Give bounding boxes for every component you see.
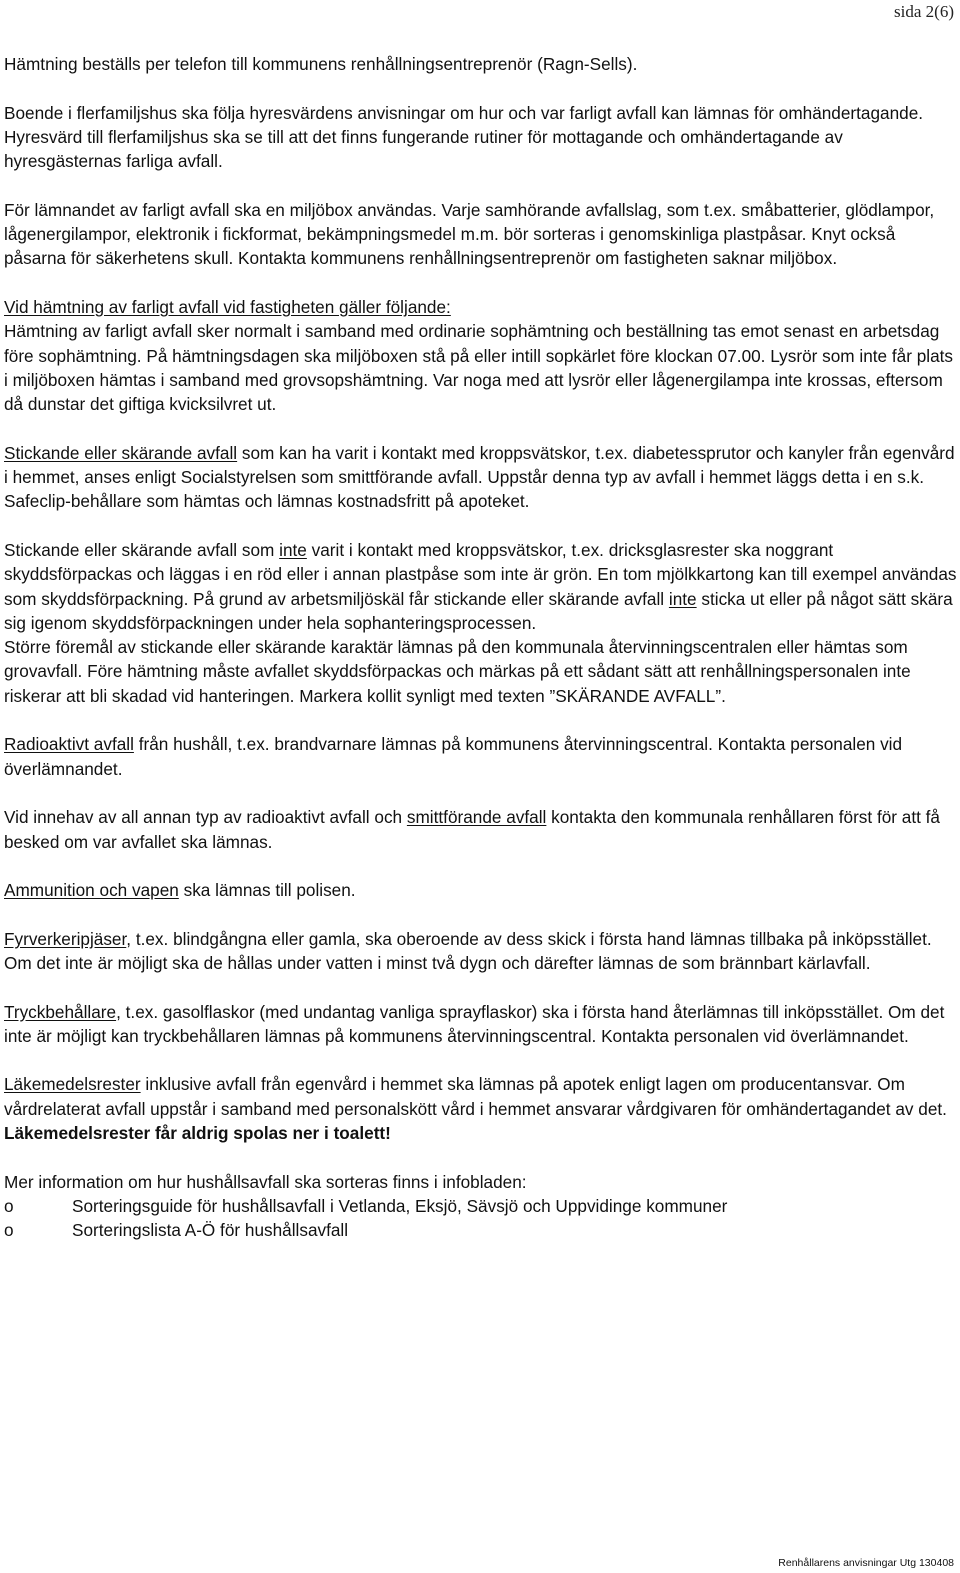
text-pressure-containers: , t.ex. gasolflaskor (med undantag vanliga sprayflaskor) ska i första hand återlämnas till inköpsstället. Om det inte är möjligt kan tryckbehållaren lämnas på kommunens återvinningscentral. Kontakta personalen vid överlämnandet. bbox=[4, 1001, 945, 1046]
paragraph-pressure-containers bbox=[4, 1000, 957, 1049]
paragraph-property-pickup bbox=[4, 295, 957, 416]
text-segment: varit i kontakt med kroppsvätskor, t.ex. dricksglasrester ska noggrant skyddsförpackas och läggas i en röd eller i annan plastpåse som inte är grön. En tom mjölkkartong kan till exempel användas som skyddsförpackning. På grund av arbetsmiljöskäl får stickande eller skärande avfall bbox=[4, 539, 957, 609]
term-pressure-containers: Tryckbehållare bbox=[4, 1001, 117, 1022]
footer-version: Renhållarens anvisningar Utg 130408 bbox=[778, 1557, 954, 1569]
paragraph-other-radioactive bbox=[4, 805, 957, 854]
text-property-pickup: Hämtning av farligt avfall sker normalt i samband med ordinarie sophämtning och beställning tas emot senast en arbetsdag före sophämtning. På hämtningsdagen ska miljöboxen stå på eller intill sopkärlet före klockan 07.00. Lysrör som inte får plats i miljöboxen hämtas i samband med grovsopshämtning. Var noga med att lysrör eller lågenergilampa inte krossas, eftersom då dunstar det giftiga kvicksilvret ut. bbox=[4, 321, 953, 415]
page-number: sida 2(6) bbox=[894, 2, 954, 21]
text-sharp-waste-infectious: som kan ha varit i kontakt med kroppsvätskor, t.ex. diabetessprutor och kanyler från egenvård i hemmet, anses enligt Socialstyrelsen som smittförande avfall. Uppstår denna typ av avfall i hemmet läggs detta i en s.k. Safeclip-behållare som hämtas och lämnas kostnadsfritt på apoteket. bbox=[4, 442, 955, 512]
term-medicine-residues: Läkemedelsrester bbox=[4, 1074, 141, 1095]
list-item bbox=[4, 1194, 957, 1218]
text-segment: Stickande eller skärande avfall som bbox=[4, 539, 280, 560]
text-medicine-residues: inklusive avfall från egenvård i hemmet ska lämnas på apotek enligt lagen om producentansvar. Om vårdrelaterat avfall uppstår i samband med personalskött vård i hemmet ansvarar vårdgivaren för omhändertagandet av det. bbox=[4, 1074, 947, 1119]
paragraph-ammunition bbox=[4, 878, 957, 902]
paragraph-fireworks bbox=[4, 927, 957, 976]
paragraph-pickup-order: Hämtning beställs per telefon till kommunens renhållningsentreprenör (Ragn-Sells). bbox=[4, 54, 638, 74]
paragraph-medicine-residues bbox=[4, 1072, 957, 1145]
paragraph-environment-box: För lämnandet av farligt avfall ska en miljöbox användas. Varje samhörande avfallslag, som t.ex. småbatterier, glödlampor, lågenergilampor, elektronik i fickformat, bekämpningsmedel m.m. bör sorteras i genomskinliga plastpåsar. Knyt också påsarna för säkerhetens skull. Kontakta kommunens renhållningsentreprenör om fastigheten saknar miljöbox. bbox=[4, 199, 935, 269]
text-fireworks: , t.ex. blindgångna eller gamla, ska oberoende av dess skick i första hand lämnas tillbaka på inköpsstället. Om det inte är möjligt ska de hållas under vatten i minst två dygn och därefter lämnas de som brännbart kärlavfall. bbox=[4, 928, 932, 973]
emphasis-inte: inte bbox=[668, 588, 697, 609]
text-segment: Vid innehav av all annan typ av radioaktivt avfall och bbox=[4, 807, 407, 828]
paragraph-radioactive-waste bbox=[4, 732, 957, 781]
paragraph-more-info: Mer information om hur hushållsavfall ska sorteras finns i infobladen: bbox=[4, 1171, 527, 1192]
term-infectious-waste: smittförande avfall bbox=[406, 807, 547, 828]
term-sharp-waste: Stickande eller skärande avfall bbox=[4, 442, 238, 463]
term-fireworks: Fyrverkeripjäser bbox=[4, 928, 127, 949]
emphasis-inte: inte bbox=[279, 539, 307, 560]
document-body bbox=[4, 52, 957, 1243]
paragraph-apartment-buildings: Boende i flerfamiljshus ska följa hyresvärdens anvisningar om hur och var farligt avfall kan lämnas för omhändertagande. Hyresvärd till flerfamiljshus ska se till att det finns fungerande rutiner för mottagande och omhändertagande av hyresgästernas farliga avfall. bbox=[4, 102, 924, 172]
text-radioactive-waste: från hushåll, t.ex. brandvarnare lämnas på kommunens återvinningscentral. Kontakta personalen vid överlämnandet. bbox=[4, 734, 903, 779]
text-segment: sticka ut eller på något sätt skära sig igenom skyddsförpackningen under hela sophanteringsprocessen. bbox=[4, 588, 953, 633]
list-item-text: Sorteringsguide för hushållsavfall i Vetlanda, Eksjö, Sävsjö och Uppvidinge kommuner bbox=[72, 1195, 728, 1216]
list-item-text: Sorteringslista A-Ö för hushållsavfall bbox=[72, 1220, 349, 1241]
term-ammunition: Ammunition och vapen bbox=[4, 880, 179, 901]
bullet-marker: o bbox=[4, 1195, 14, 1216]
bullet-marker: o bbox=[4, 1220, 14, 1241]
info-sheet-list bbox=[4, 1194, 957, 1243]
text-ammunition: ska lämnas till polisen. bbox=[178, 880, 356, 901]
paragraph-large-sharp-objects: Större föremål av stickande eller skärande karaktär lämnas på den kommunala återvinningscentralen eller hämtas som grovavfall. Före hämtning måste avfallet skyddsförpackas och märkas på ett sådant sätt att renhållningspersonalen inte riskerar att bli skadad vid hanteringen. Markera kollit synligt med texten ”SKÄRANDE AVFALL”. bbox=[4, 637, 911, 706]
list-item bbox=[4, 1218, 957, 1242]
paragraph-sharp-waste-infectious bbox=[4, 441, 957, 514]
text-segment: kontakta den kommunala renhållaren först för att få besked om var avfallet ska lämnas. bbox=[4, 807, 940, 852]
term-radioactive-waste: Radioaktivt avfall bbox=[4, 734, 134, 755]
warning-no-flushing: Läkemedelsrester får aldrig spolas ner i toalett! bbox=[4, 1123, 391, 1144]
paragraph-sharp-waste-noninfectious bbox=[4, 538, 957, 635]
heading-property-pickup: Vid hämtning av farligt avfall vid fastigheten gäller följande: bbox=[4, 296, 451, 317]
